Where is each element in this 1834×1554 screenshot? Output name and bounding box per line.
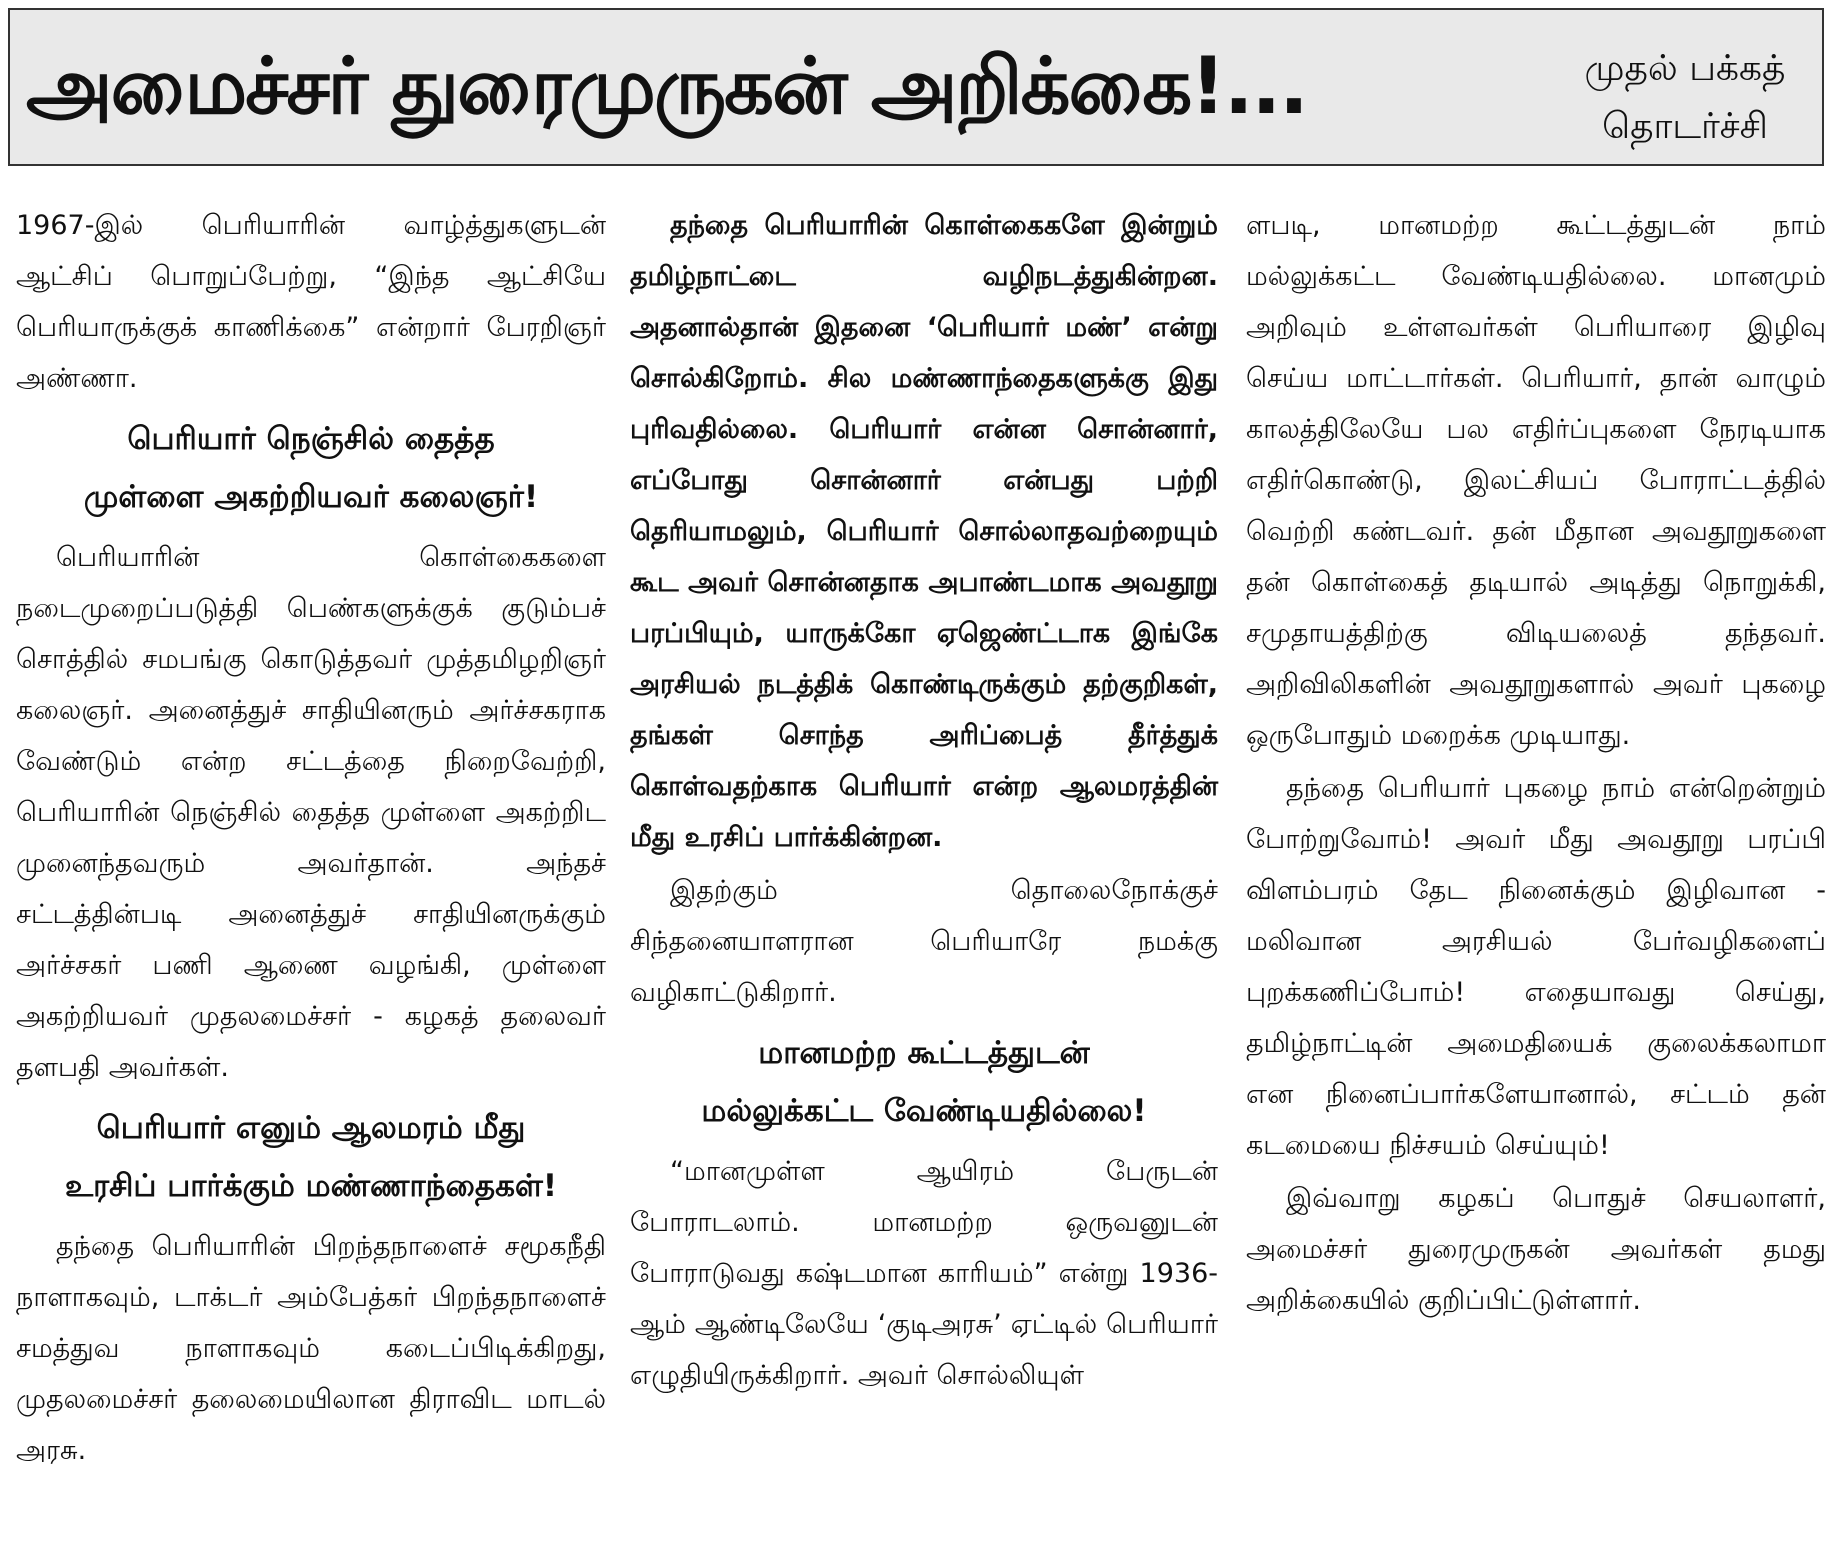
column3-paragraph-1: ளபடி, மானமற்ற கூட்டத்துடன் நாம் மல்லுக்கட்ட வேண்டியதில்லை. மானமும் அறிவும் உள்ளவர்கள் பெரியாரை இழிவு செய்ய மாட்டார்கள். பெரியார், தான் வாழும் காலத்திலேயே பல எதிர்ப்புகளை நேரடியாக எதிர்கொண்டு, இலட்சியப் போராட்டத்தில் வெற்றி கண்டவர். தன் மீதான அவதூறுகளை தன் கொள்கைத் தடியால் அடித்து நொறுக்கி, சமுதாயத்திற்கு விடியலைத் தந்தவர். அறிவிலிகளின் அவதூறுகளால் அவர் புகழை ஒருபோதும் மறைக்க முடியாது. [1246,210,1826,751]
column1-subheading-2 [16,1099,606,1215]
column-3 [1246,200,1826,1328]
column1-subheading-2-line-2: உரசிப் பார்க்கும் மண்ணாந்தைகள்! [64,1168,558,1204]
column2-paragraph-1: தந்தை பெரியாரின் கொள்கைகளே இன்றும் தமிழ்நாட்டை வழிநடத்துகின்றன. அதனால்தான் இதனை ‘பெரியார் மண்’ என்று சொல்கிறோம். சில மண்ணாந்தைகளுக்கு இது புரிவதில்லை. பெரியார் என்ன சொன்னார், எப்போது சொன்னார் என்பது பற்றி தெரியாமலும், பெரியார் சொல்லாதவற்றையும் கூட அவர் சொன்னதாக அபாண்டமாக அவதூறு பரப்பியும், யாருக்கோ ஏஜெண்ட்டாக இங்கே அரசியல் நடத்திக் கொண்டிருக்கும் தற்குறிகள், தங்கள் சொந்த அரிப்பைத் தீர்த்துக் கொள்வதற்காக பெரியார் என்ற ஆலமரத்தின் மீது உரசிப் பார்க்கின்றன. [630,210,1218,853]
continuation-tag [1550,40,1820,156]
column2-paragraph-3: “மானமுள்ள ஆயிரம் பேருடன் போராடலாம். மானமற்ற ஒருவனுடன் போராடுவது கஷ்டமான காரியம்” என்று 1936-ஆம் ஆண்டிலேயே ‘குடிஅரசு’ ஏட்டில் பெரியார் எழுதியிருக்கிறார். அவர் சொல்லியுள் [630,1156,1218,1391]
column-1 [16,200,606,1478]
column1-subheading-1-line-1: பெரியார் நெஞ்சில் தைத்த [127,421,495,457]
column2-subheading-line-2: மல்லுக்கட்ட வேண்டியதில்லை! [701,1093,1147,1129]
column-2 [630,200,1218,1403]
headline: அமைச்சர் துரைமுருகன் அறிக்கை!... [26,42,1307,132]
column2-paragraph-2: இதற்கும் தொலைநோக்குச் சிந்தனையாளரான பெரியாரே நமக்கு வழிகாட்டுகிறார். [630,875,1218,1008]
column2-subheading-line-1: மானமற்ற கூட்டத்துடன் [758,1035,1090,1071]
headline-banner [8,8,1824,166]
column1-subheading-1-line-2: முள்ளை அகற்றியவர் கலைஞர்! [83,479,539,515]
column1-paragraph-2: பெரியாரின் கொள்கைகளை நடைமுறைப்படுத்தி பெண்களுக்குக் குடும்பச் சொத்தில் சமபங்கு கொடுத்தவர் முத்தமிழறிஞர் கலைஞர். அனைத்துச் சாதியினரும் அர்ச்சகராக வேண்டும் என்ற சட்டத்தை நிறைவேற்றி, பெரியாரின் நெஞ்சில் தைத்த முள்ளை அகற்றிட முனைந்தவரும் அவர்தான். அந்தச் சட்டத்தின்படி அனைத்துச் சாதியினருக்கும் அர்ச்சகர் பணி ஆணை வழங்கி, முள்ளை அகற்றியவர் முதலமைச்சர் - கழகத் தலைவர் தளபதி அவர்கள். [16,542,606,1083]
column1-paragraph-3: தந்தை பெரியாரின் பிறந்தநாளைச் சமூகநீதி நாளாகவும், டாக்டர் அம்பேத்கர் பிறந்தநாளைச் சமத்துவ நாளாகவும் கடைப்பிடிக்கிறது, முதலமைச்சர் தலைமையிலான திராவிட மாடல் அரசு. [16,1231,606,1466]
column3-paragraph-2: தந்தை பெரியார் புகழை நாம் என்றென்றும் போற்றுவோம்! அவர் மீது அவதூறு பரப்பி விளம்பரம் தேட நினைக்கும் இழிவான - மலிவான அரசியல் பேர்வழிகளைப் புறக்கணிப்போம்! எதையாவது செய்து, தமிழ்நாட்டின் அமைதியைக் குலைக்கலாமா என நினைப்பார்களேயானால், சட்டம் தன் கடமையை நிச்சயம் செய்யும்! [1246,773,1826,1161]
tag-line-2: தொடர்ச்சி [1602,106,1768,147]
column2-subheading [630,1024,1218,1140]
column1-paragraph-1: 1967-இல் பெரியாரின் வாழ்த்துகளுடன் ஆட்சிப் பொறுப்பேற்று, “இந்த ஆட்சியே பெரியாருக்குக் காணிக்கை” என்றார் பேரறிஞர் அண்ணா. [16,210,606,394]
column1-subheading-1 [16,410,606,526]
column1-subheading-2-line-1: பெரியார் எனும் ஆலமரம் மீது [96,1110,526,1146]
tag-line-1: முதல் பக்கத் [1584,48,1786,89]
column3-paragraph-3: இவ்வாறு கழகப் பொதுச் செயலாளர், அமைச்சர் துரைமுருகன் அவர்கள் தமது அறிக்கையில் குறிப்பிட்டுள்ளார். [1246,1183,1826,1316]
